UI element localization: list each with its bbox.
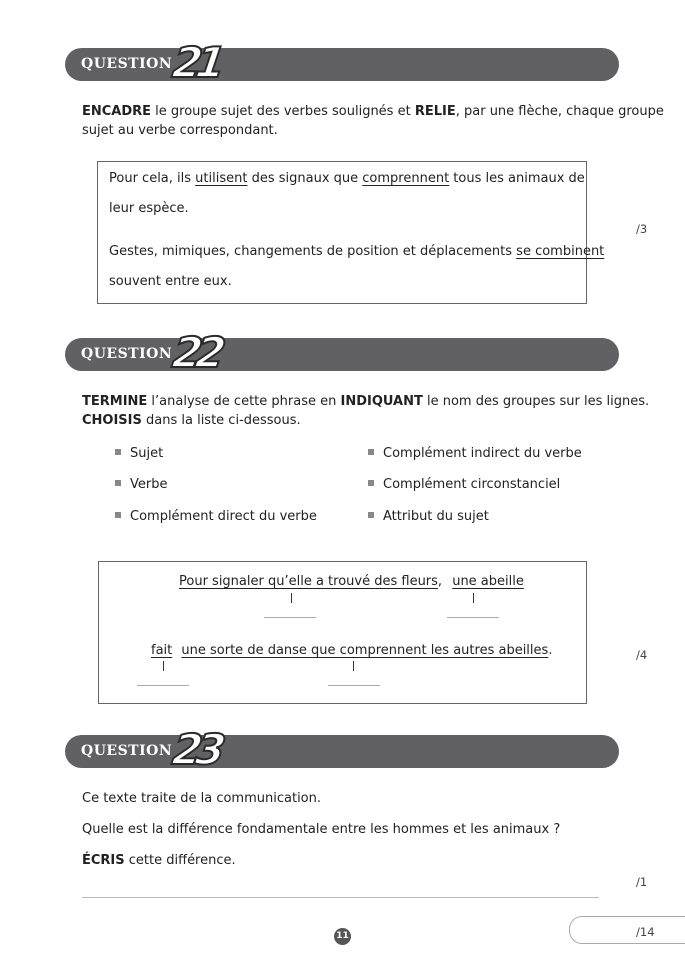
question-number: 23 <box>169 725 223 774</box>
question-label: QUESTION <box>81 346 173 362</box>
instruction-verb-indiquant: INDIQUANT <box>340 394 423 409</box>
box-line-3 <box>109 244 604 259</box>
text: Pour cela, ils <box>109 171 196 186</box>
underlined-verb: utilisent <box>195 171 248 186</box>
question-number: 21 <box>169 38 223 87</box>
page-number-badge: 11 <box>334 928 351 945</box>
question-label: QUESTION <box>81 743 173 759</box>
instruction-text: l’analyse de cette phrase en <box>147 394 341 409</box>
option-label: Complément indirect du verbe <box>383 446 582 461</box>
instruction-verb-encadre: ENCADRE <box>82 104 152 119</box>
instruction-text: dans la liste ci-dessous. <box>141 413 301 428</box>
answer-line-1[interactable] <box>264 617 316 618</box>
instruction-verb-termine: TERMINE <box>82 394 148 409</box>
group-3: fait <box>151 643 173 658</box>
bullet-icon <box>115 512 121 518</box>
tick-mark <box>473 593 474 603</box>
text: tous les animaux de <box>449 171 585 186</box>
instruction-verb-relie: RELIE <box>414 104 456 119</box>
punctuation: , <box>437 574 443 589</box>
bullet-icon <box>368 449 374 455</box>
q22-analysis-box <box>98 561 587 704</box>
bullet-icon <box>368 480 374 486</box>
text: des signaux que <box>247 171 363 186</box>
question-label: QUESTION <box>81 56 173 72</box>
q22-score: /4 <box>636 648 648 662</box>
q21-text-box[interactable] <box>97 161 605 304</box>
option-label: Complément circonstanciel <box>383 477 561 492</box>
q23-line-2: Quelle est la différence fondamentale entre les hommes et les animaux ? <box>82 822 561 837</box>
sentence-line-2 <box>151 643 552 658</box>
tick-mark <box>291 593 292 603</box>
instruction-text: le groupe sujet des verbes soulignés et <box>151 104 415 119</box>
punctuation: . <box>548 643 553 658</box>
q21-score: /3 <box>636 222 648 236</box>
instruction-text: sujet au verbe correspondant. <box>82 123 278 138</box>
option-item <box>368 477 560 492</box>
group-1: Pour signaler qu’elle a trouvé des fleurs <box>179 574 438 589</box>
box-line-1 <box>109 171 585 186</box>
question-23-banner <box>65 725 619 774</box>
answer-line-4[interactable] <box>328 685 380 686</box>
option-item <box>115 509 317 524</box>
option-label: Complément direct du verbe <box>130 509 317 524</box>
bullet-icon <box>115 449 121 455</box>
option-item <box>115 446 163 461</box>
underlined-verb: comprennent <box>362 171 450 186</box>
question-22-banner <box>65 328 619 377</box>
group-4: une sorte de danse que comprennent les autres abeilles <box>181 643 549 658</box>
tick-mark <box>163 661 164 671</box>
box-line-2: leur espèce. <box>109 201 189 216</box>
bullet-icon <box>115 480 121 486</box>
bullet-icon <box>368 512 374 518</box>
option-label: Attribut du sujet <box>383 509 489 524</box>
tick-mark <box>353 661 354 671</box>
q23-line-1: Ce texte traite de la communication. <box>82 791 322 806</box>
question-21-banner <box>65 38 619 87</box>
instruction-verb-choisis: CHOISIS <box>82 413 142 428</box>
answer-line-3[interactable] <box>137 685 189 686</box>
option-label: Verbe <box>130 477 168 492</box>
option-item <box>368 509 489 524</box>
q23-score: /1 <box>636 875 648 889</box>
instruction-verb-ecris: ÉCRIS <box>82 853 125 868</box>
q22-instruction <box>82 392 649 430</box>
total-score-box <box>569 916 685 944</box>
q23-answer-line[interactable] <box>82 897 599 898</box>
underlined-verb: se combinent <box>516 244 605 259</box>
q23-line-3 <box>82 851 236 870</box>
group-2: une abeille <box>452 574 524 589</box>
question-number: 22 <box>169 328 223 377</box>
option-item <box>368 446 582 461</box>
answer-line-2[interactable] <box>447 617 499 618</box>
text: Gestes, mimiques, changements de position et déplacements <box>109 244 517 259</box>
instruction-text: cette différence. <box>124 853 236 868</box>
box-line-4: souvent entre eux. <box>109 274 232 289</box>
sentence-line-1 <box>179 574 524 589</box>
option-label: Sujet <box>130 446 164 461</box>
total-score: /14 <box>636 925 655 939</box>
instruction-text: le nom des groupes sur les lignes. <box>422 394 650 409</box>
instruction-text: , par une flèche, chaque groupe <box>455 104 664 119</box>
option-item <box>115 477 167 492</box>
q21-instruction <box>82 102 664 140</box>
